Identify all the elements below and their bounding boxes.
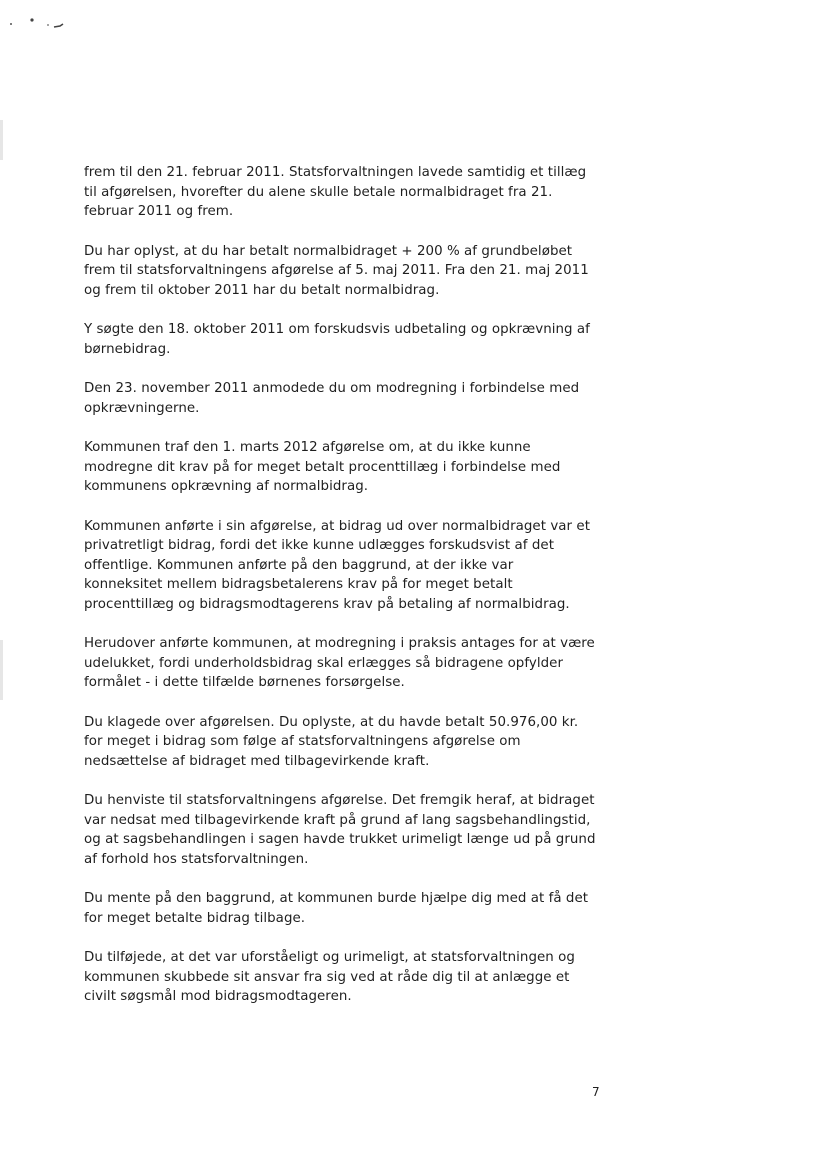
- paragraph-7: Herudover anførte kommunen, at modregning i praksis antages for at være udelukket, fordi underholdsbidrag skal erlægges så bidragene opfylder formålet - i dette tilfælde børnenes forsørgelse.: [84, 636, 595, 690]
- paragraph-1: frem til den 21. februar 2011. Statsforvaltningen lavede samtidig et tillæg til afgørelsen, hvorefter du alene skulle betale normalbidraget fra 21. februar 2011 og frem.: [84, 165, 587, 219]
- paragraph-6: Kommunen anførte i sin afgørelse, at bidrag ud over normalbidraget var et privatretligt bidrag, fordi det ikke kunne udlægges forskudsvist af det offentlige. Kommunen anførte på den baggrund, at der ikke var konneksitet mellem bidragsbetalerens krav på for meget betalt procenttillæg og bidragsmodtagerens krav på betaling af normalbidrag.: [84, 518, 591, 612]
- paragraph-8: Du klagede over afgørelsen. Du oplyste, at du havde betalt 50.976,00 kr. for meget i bidrag som følge af statsforvaltningens afgørelse om nedsættelse af bidraget med tilbagevirkende kraft.: [84, 714, 579, 769]
- paragraph-4: Den 23. november 2011 anmodede du om modregning i forbindelse med opkrævningerne.: [84, 381, 580, 416]
- paragraph-2: Du har oplyst, at du har betalt normalbidraget + 200 % af grundbeløbet frem til statsforvaltningens afgørelse af 5. maj 2011. Fra den 21. maj 2011 og frem til oktober 2011 har du betalt normalbidrag.: [84, 243, 589, 298]
- paragraph-3: Y søgte den 18. oktober 2011 om forskudsvis udbetaling og opkrævning af børnebidrag.: [84, 322, 590, 357]
- paragraph-10: Du mente på den baggrund, at kommunen burde hjælpe dig med at få det for meget betalte bidrag tilbage.: [84, 891, 589, 926]
- paragraph-9: Du henviste til statsforvaltningens afgørelse. Det fremgik heraf, at bidraget var nedsat med tilbagevirkende kraft på grund af lang sagsbehandlingstid, og at sagsbehandlingen i sagen havde trukket urimeligt længe ud på grund af forhold hos statsforvaltningen.: [84, 793, 596, 867]
- scan-edge-shadow-middle: [0, 640, 3, 700]
- page-number: 7: [592, 1085, 600, 1099]
- letter-body: [84, 163, 724, 1027]
- scan-edge-shadow-top: [0, 120, 3, 160]
- paragraph-5: Kommunen traf den 1. marts 2012 afgørelse om, at du ikke kunne modregne dit krav på for meget betalt procenttillæg i forbindelse med kommunens opkrævning af normalbidrag.: [84, 440, 561, 494]
- scan-speck-marks: [8, 14, 68, 34]
- paragraph-11: Du tilføjede, at det var uforståeligt og urimeligt, at statsforvaltningen og kommunen skubbede sit ansvar fra sig ved at råde dig til at anlægge et civilt søgsmål mod bidragsmodtageren.: [84, 950, 575, 1004]
